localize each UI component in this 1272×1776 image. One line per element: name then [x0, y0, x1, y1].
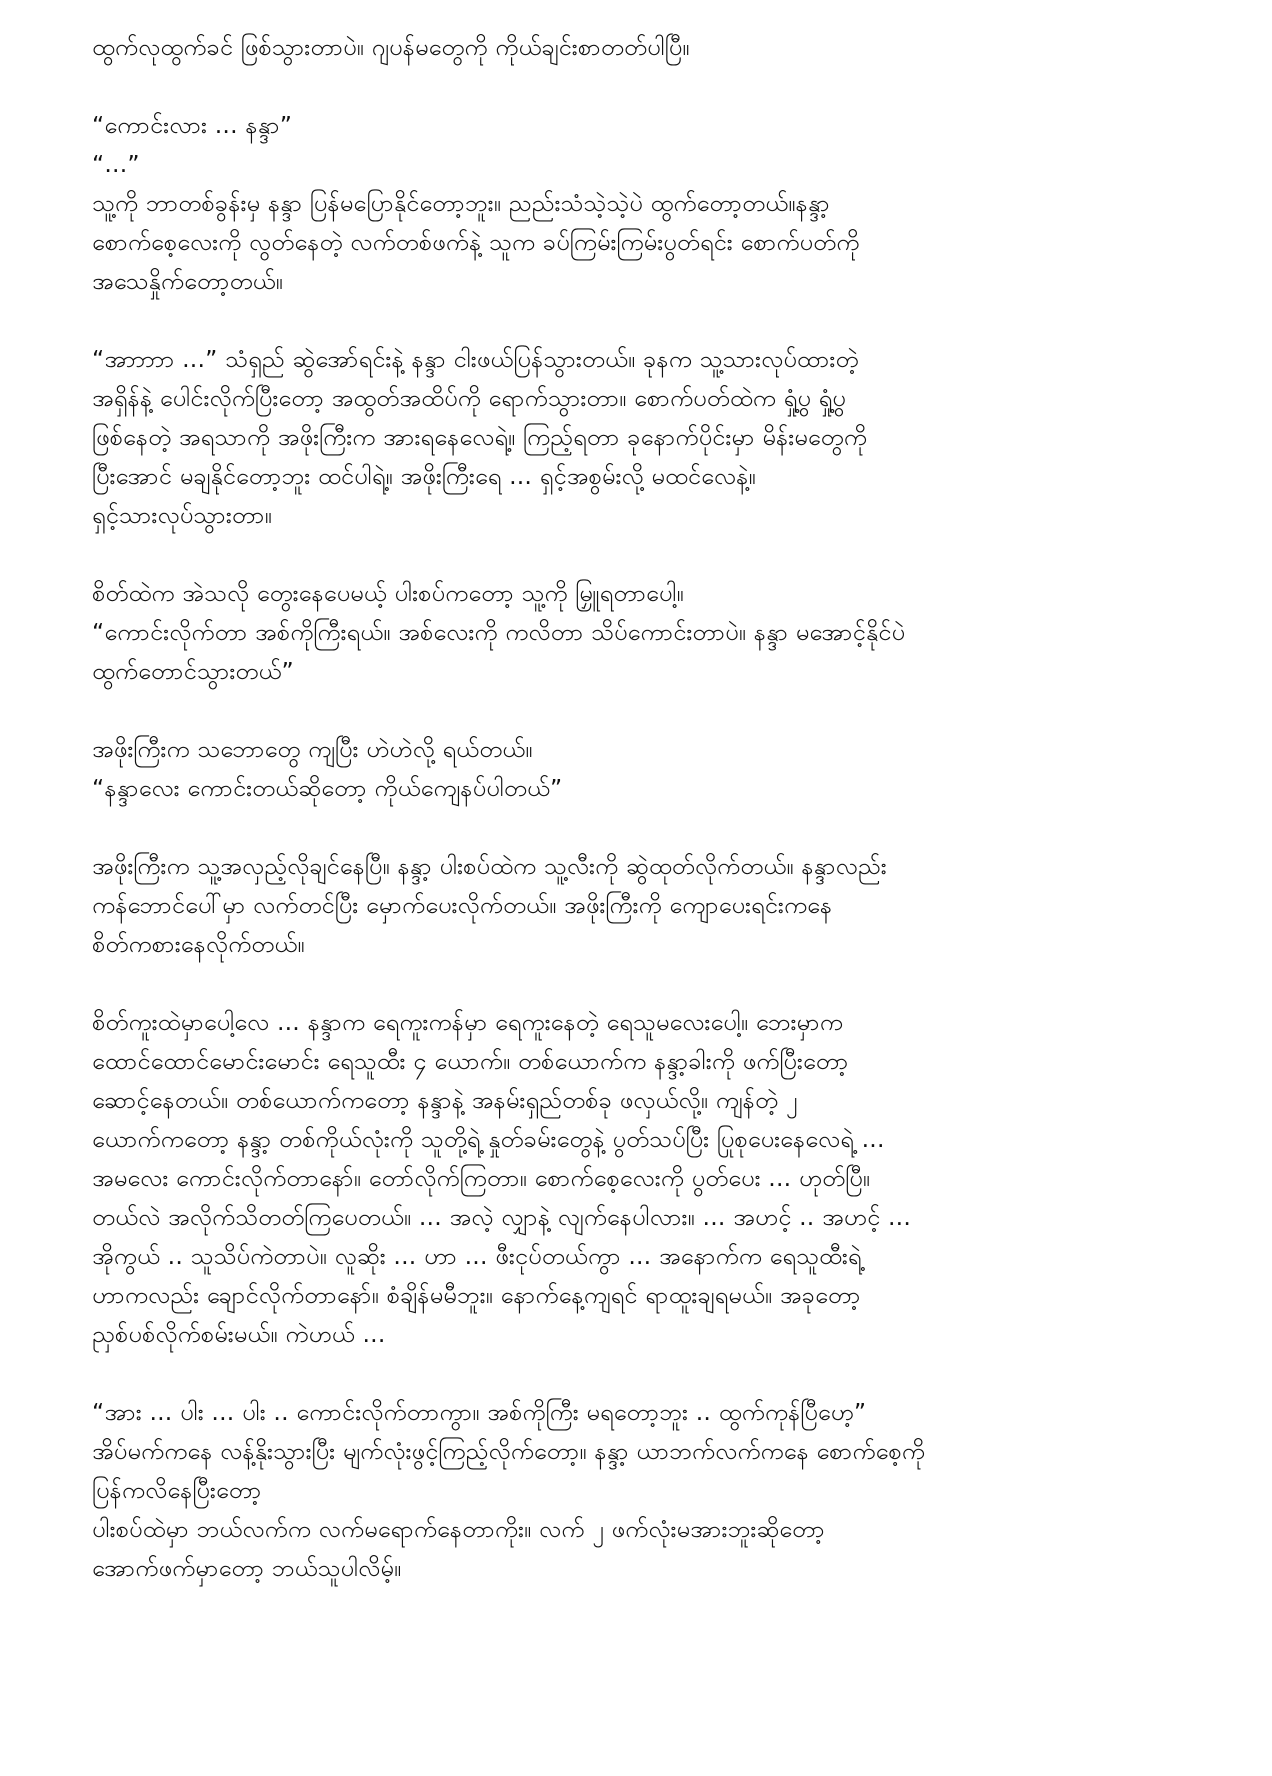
- paragraph-gap: [92, 535, 1202, 574]
- text-line: အဖိုးကြီးက သူ့အလှည့်လိုချင်နေပြီ။ နန္ဒာ့ ပါးစပ်ထဲက သူ့လီးကို ဆွဲထုတ်လိုက်တယ်။ နန္ဒာလည်း: [92, 852, 887, 880]
- text-line: “ကောင်းလိုက်တာ အစ်ကိုကြီးရယ်။ အစ်လေးကို ကလိတာ သိပ်ကောင်းတာပဲ။ နန္ဒာ မအောင့်နိုင်ပဲ: [92, 618, 906, 646]
- text-line: ပါးစပ်ထဲမှာ ဘယ်လက်က လက်မရောက်နေတာကိုး။ လက် ၂ ဖက်လုံးမအားဘူးဆိုတော့: [92, 1515, 825, 1543]
- text-line: ဟာကလည်း ချောင်လိုက်တာနော်။ စံချိန်မမီဘူး။ နောက်နေ့ကျရင် ရာထူးချရမယ်။ အခုတော့: [92, 1281, 861, 1309]
- text-line: အိပ်မက်ကနေ လန့်နိုးသွားပြီး မျက်လုံးဖွင့်ကြည့်လိုက်တော့။ နန္ဒာ့ ယာဘက်လက်ကနေ စောက်စေ့ကို: [92, 1437, 925, 1465]
- paragraph-gap: [92, 67, 1202, 106]
- text-line: စိတ်ထဲက အဲသလို တွေးနေပေမယ့် ပါးစပ်ကတော့ သူ့ကို မြှူရတာပေါ့။: [92, 579, 684, 607]
- text-line: ကန်ဘောင်ပေါ်မှာ လက်တင်ပြီး မှောက်ပေးလိုက်တယ်။ အဖိုးကြီးကို ကျောပေးရင်းကနေ: [92, 891, 833, 919]
- text-line: အရှိန်နဲ့ ပေါင်းလိုက်ပြီးတော့ အထွတ်အထိပ်ကို ရောက်သွားတာ။ စောက်ပတ်ထဲက ရှုံ့ပွ ရှုံ့ပွ: [92, 384, 846, 412]
- text-line: ရှင့်သားလုပ်သွားတာ။: [92, 501, 272, 529]
- paragraph-gap: [92, 1354, 1202, 1393]
- text-line: စိတ်ကူးထဲမှာပေါ့လေ ... နန္ဒာက ရေကူးကန်မှာ ရေကူးနေတဲ့ ရေသူမလေးပေါ့။ ဘေးမှာက: [92, 1008, 843, 1036]
- text-line: သူ့ကို ဘာတစ်ခွန်းမှ နန္ဒာ ပြန်မပြောနိုင်တော့ဘူး။ ညည်းသံသဲ့သဲ့ပဲ ထွက်တော့တယ်။နန္ဒာ့: [92, 189, 830, 217]
- text-line: အဖိုးကြီးက သဘောတွေ ကျပြီး ဟဲဟဲလို့ ရယ်တယ်။: [92, 735, 533, 763]
- text-line: အသေနှိုက်တော့တယ်။: [92, 267, 283, 295]
- text-line: ဆောင့်နေတယ်။ တစ်ယောက်ကတော့ နန္ဒာနဲ့ အနမ်းရှည်တစ်ခု ဖလှယ်လို့။ ကျန်တဲ့ ၂: [92, 1086, 798, 1114]
- text-line: ညှစ်ပစ်လိုက်စမ်းမယ်။ ကဲဟယ် ...: [92, 1320, 386, 1348]
- paragraph-gap: [92, 691, 1202, 730]
- text-line: စောက်စေ့လေးကို လွတ်နေတဲ့ လက်တစ်ဖက်နဲ့ သူက ခပ်ကြမ်းကြမ်းပွတ်ရင်း စောက်ပတ်ကို: [92, 228, 860, 256]
- text-line: အောက်ဖက်မှာတော့ ဘယ်သူပါလိမ့်။: [92, 1554, 402, 1582]
- text-line: တယ်လဲ အလိုက်သိတတ်ကြပေတယ်။ ... အလဲ့ လျှာနဲ့ လျက်နေပါလား။ ... အဟင့် .. အဟင့် ...: [92, 1203, 911, 1231]
- text-line: စိတ်ကစားနေလိုက်တယ်။: [92, 930, 305, 958]
- text-line: အိုကွယ် .. သူသိပ်ကဲတာပဲ။ လူဆိုး ... ဟာ ... ဖီးငုပ်တယ်ကွာ ... အနောက်က ရေသူထီးရဲ့: [92, 1242, 862, 1270]
- text-line: ထောင်ထောင်မောင်းမောင်း ရေသူထီး ၄ ယောက်။ တစ်ယောက်က နန္ဒာ့ခါးကို ဖက်ပြီးတော့: [92, 1047, 849, 1075]
- text-line: “အား ... ပါး ... ပါး .. ကောင်းလိုက်တာကွာ။ အစ်ကိုကြီး မရတော့ဘူး .. ထွက်ကုန်ပြီဟေ့”: [92, 1398, 867, 1426]
- text-line: ဖြစ်နေတဲ့ အရသာကို အဖိုးကြီးက အားရနေလေရဲ့။ ကြည့်ရတာ ခုနောက်ပိုင်းမှာ မိန်းမတွေကို: [92, 423, 867, 451]
- text-line: “...”: [92, 150, 140, 178]
- text-line: ပြီးအောင် မချနိုင်တော့ဘူး ထင်ပါရဲ့။ အဖိုးကြီးရေ ... ရှင့်အစွမ်းလို့ မထင်လေနဲ့။: [92, 462, 756, 490]
- text-line: ထွက်လုထွက်ခင် ဖြစ်သွားတာပဲ။ ဂျပန်မတွေကို ကိုယ်ချင်းစာတတ်ပါပြီ။: [92, 33, 690, 61]
- paragraph-gap: [92, 808, 1202, 847]
- text-line: ပြန်ကလိနေပြီးတော့: [92, 1476, 262, 1504]
- text-line: အမလေး ကောင်းလိုက်တာနော်။ တော်လိုက်ကြတာ။ စောက်စေ့လေးကို ပွတ်ပေး ... ဟုတ်ပြီ။: [92, 1164, 871, 1192]
- text-line: “နန္ဒာလေး ကောင်းတယ်ဆိုတော့ ကိုယ်ကျေနပ်ပါတယ်”: [92, 774, 563, 802]
- text-line: ထွက်တောင်သွားတယ်”: [92, 657, 294, 685]
- text-line: “အာာာာာ ...” သံရှည် ဆွဲအော်ရင်းနဲ့ နန္ဒာ ငါးဖယ်ပြန်သွားတယ်။ ခုနက သူ့သားလုပ်ထားတဲ့: [92, 345, 859, 373]
- paragraph-gap: [92, 964, 1202, 1003]
- text-line: ယောက်ကတော့ နန္ဒာ့ တစ်ကိုယ်လုံးကို သူတို့ရဲ့ နှုတ်ခမ်းတွေနဲ့ ပွတ်သပ်ပြီး ပြုစုပေးနေလေရဲ့ ...: [92, 1125, 885, 1153]
- paragraph-gap: [92, 301, 1202, 340]
- text-line: “ကောင်းလား ... နန္ဒာ”: [92, 111, 293, 139]
- document-text-body: [92, 28, 1202, 1588]
